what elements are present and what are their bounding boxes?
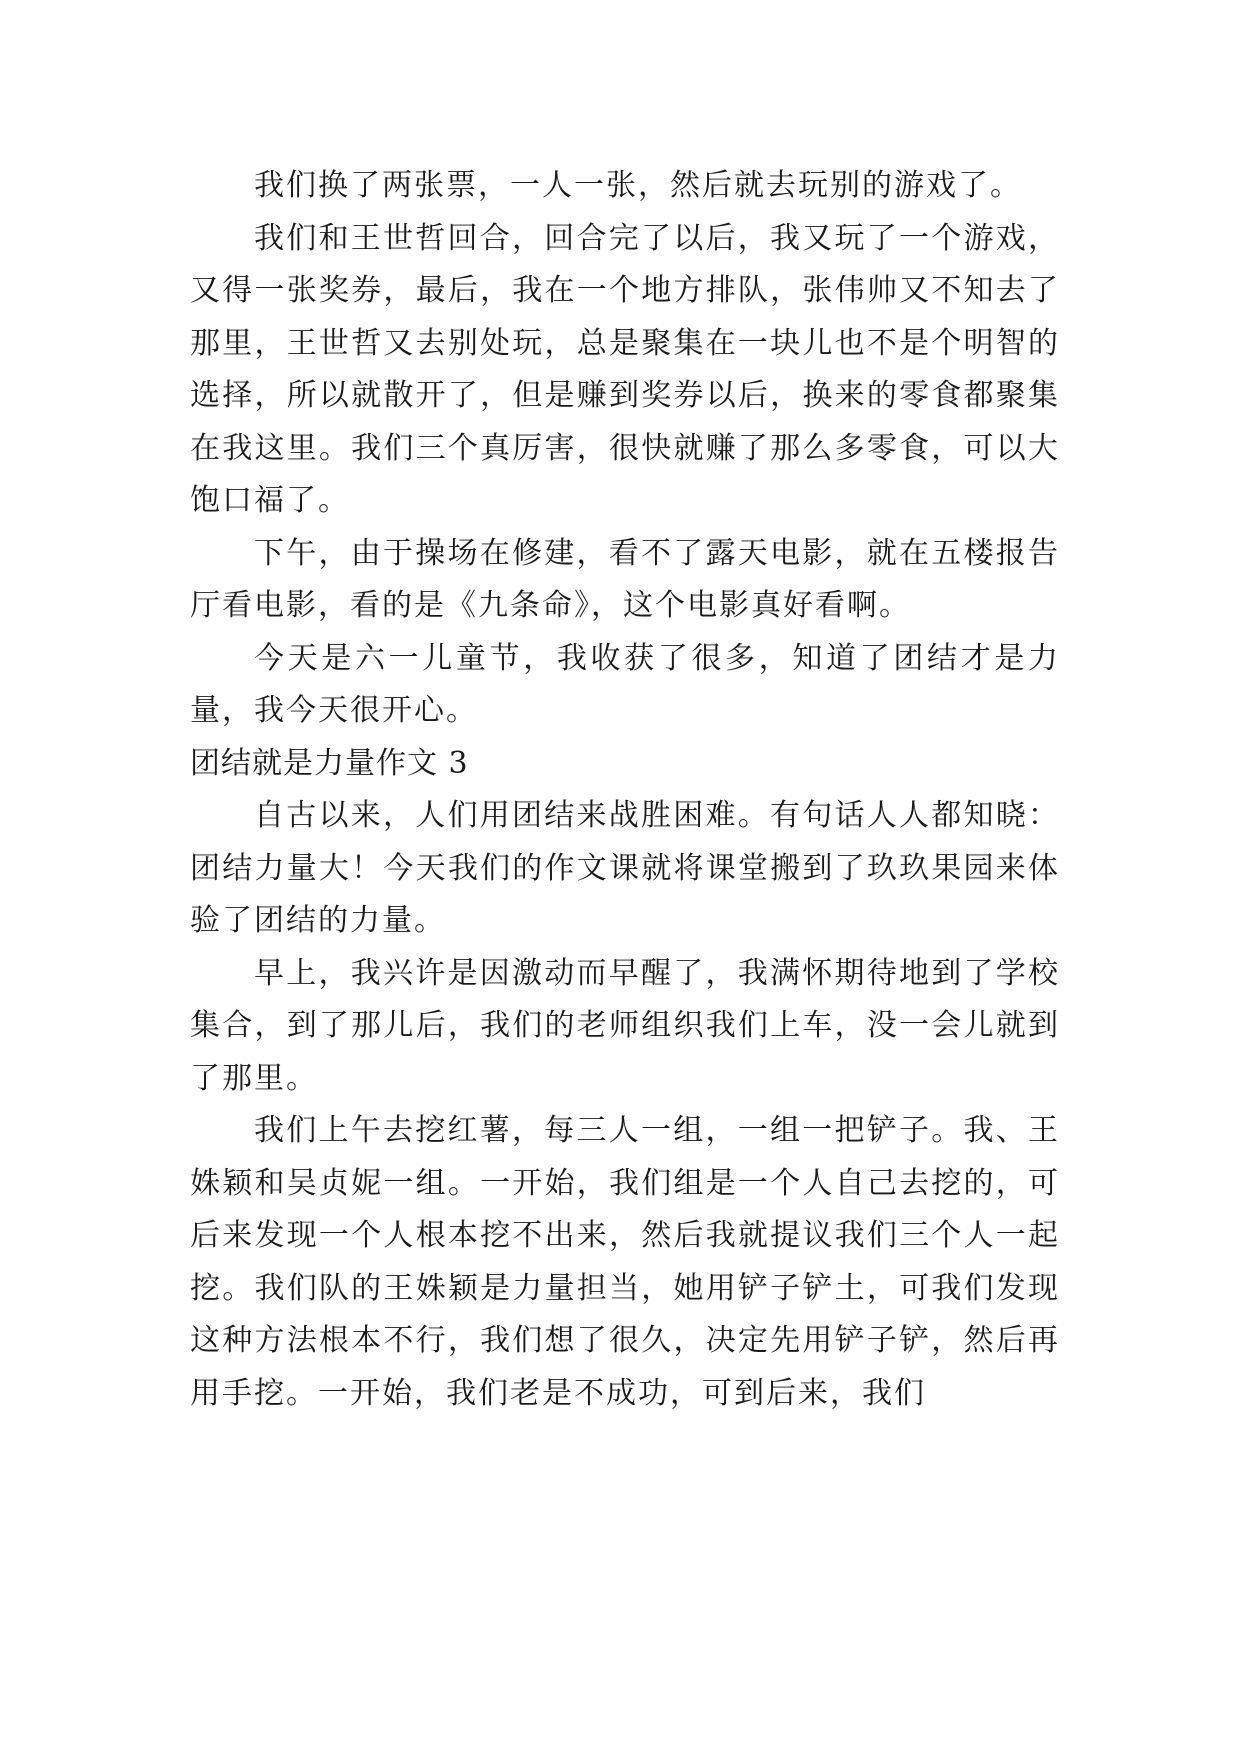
paragraph-5: 自古以来，人们用团结来战胜困难。有句话人人都知晓：团结力量大！今天我们的作文课就将课堂搬到了玖玖果园来体验了团结的力量。 [190, 798, 1060, 938]
paragraph-2: 我们和王世哲回合，回合完了以后，我又玩了一个游戏，又得一张奖券，最后，我在一个地方排队，张伟帅又不知去了那里，王世哲又去别处玩，总是聚集在一块儿也不是个明智的选择，所以就散开了，但是赚到奖券以后，换来的零食都聚集在我这里。我们三个真厉害，很快就赚了那么多零食，可以大饱口福了。 [190, 220, 1060, 518]
paragraph-6: 早上，我兴许是因激动而早醒了，我满怀期待地到了学校集合，到了那儿后，我们的老师组织我们上车，没一会儿就到了那里。 [190, 955, 1060, 1096]
section-heading: 团结就是力量作文 3 [190, 745, 469, 781]
paragraph-7: 我们上午去挖红薯，每三人一组，一组一把铲子。我、王姝颖和吴贞妮一组。一开始，我们组是一个人自己去挖的，可后来发现一个人根本挖不出来，然后我就提议我们三个人一起挖。我们队的王姝颖是力量担当，她用铲子铲土，可我们发现这种方法根本不行，我们想了很久，决定先用铲子铲，然后再用手挖。一开始，我们老是不成功，可到后来，我们 [190, 1113, 1060, 1411]
paragraph-1: 我们换了两张票，一人一张，然后就去玩别的游戏了。 [254, 168, 1022, 203]
paragraph-4: 今天是六一儿童节，我收获了很多，知道了团结才是力量，我今天很开心。 [190, 640, 1060, 728]
document-body [190, 160, 1060, 1420]
paragraph-3: 下午，由于操场在修建，看不了露天电影，就在五楼报告厅看电影，看的是《九条命》，这个电影真好看啊。 [190, 535, 1060, 623]
